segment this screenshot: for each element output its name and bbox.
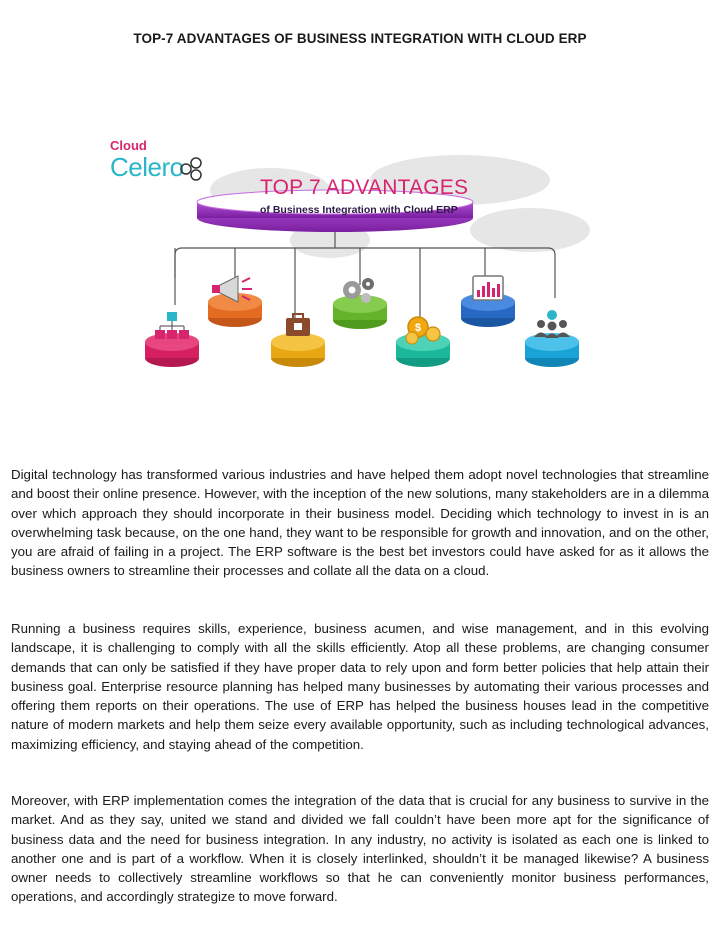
advantage-disc-4 — [333, 295, 387, 329]
infographic — [100, 130, 620, 390]
body-paragraph-3: Moreover, with ERP implementation comes the integration of the data that is crucial for any business to survive in the market. And as they say, united we stand and divided we fall couldn’t have been more apt for the significance of business data and the need for business integration. In any industry, no activity is isolated as each one is linked to another one and is part of a workflow. When it is closely interlinked, shouldn’t it be managed likewise? A business owner needs to collectively streamline workflows so that he can conveniently monitor business performances, operations, and accordingly strategize to move forward. — [11, 793, 709, 905]
logo-line-1: Cloud — [110, 138, 147, 153]
hierarchy-icon — [155, 312, 189, 339]
advantage-disc-7 — [525, 333, 579, 367]
advantage-disc-5 — [396, 333, 450, 367]
logo-mark-icon — [180, 156, 206, 182]
svg-text:$: $ — [414, 322, 422, 334]
bar-chart-icon — [473, 276, 503, 300]
banner-subtitle: of Business Integration with Cloud ERP — [260, 204, 458, 216]
page-title: TOP-7 ADVANTAGES OF BUSINESS INTEGRATION WITH CLOUD ERP — [133, 31, 587, 46]
banner-title: TOP 7 ADVANTAGES — [260, 176, 469, 199]
logo-line-2: Celero — [110, 152, 184, 182]
body-paragraph-1: Digital technology has transformed various industries and have helped them adopt novel technologies that streamline and boost their online presence. However, with the inception of the new solutions, many stakeholders are in a dilemma over which approach they should incorporate in their business model. Deciding which technology to invest in is an overwhelming task because, on the one hand, they want to be responsible for growth and innovation, and on the other, you are afraid of failing in a project. The ERP software is the best bet investors could have asked for as it allows the business owners to streamline their processes and collate all the data on a cloud. — [11, 467, 709, 579]
briefcase-icon — [286, 314, 310, 336]
body-paragraph-2: Running a business requires skills, experience, business acumen, and wise management, and in this evolving landscape, it is challenging to comply with all the skills efficiently. Atop all these problems, are changing consumer demands that can only be satisfied if they have proper data to rely upon and form better policies that help attain their business goal. Enterprise resource planning has helped many businesses by automating their various processes and offering them reports on their operations. The use of ERP has helped the business houses lead in the competitive nature of modern markets and help them seize every available opportunity, such as including technological advances, maximizing efficiency, and staying ahead of the competition. — [11, 621, 709, 752]
team-icon — [534, 310, 570, 338]
advantage-disc-3 — [271, 333, 325, 367]
